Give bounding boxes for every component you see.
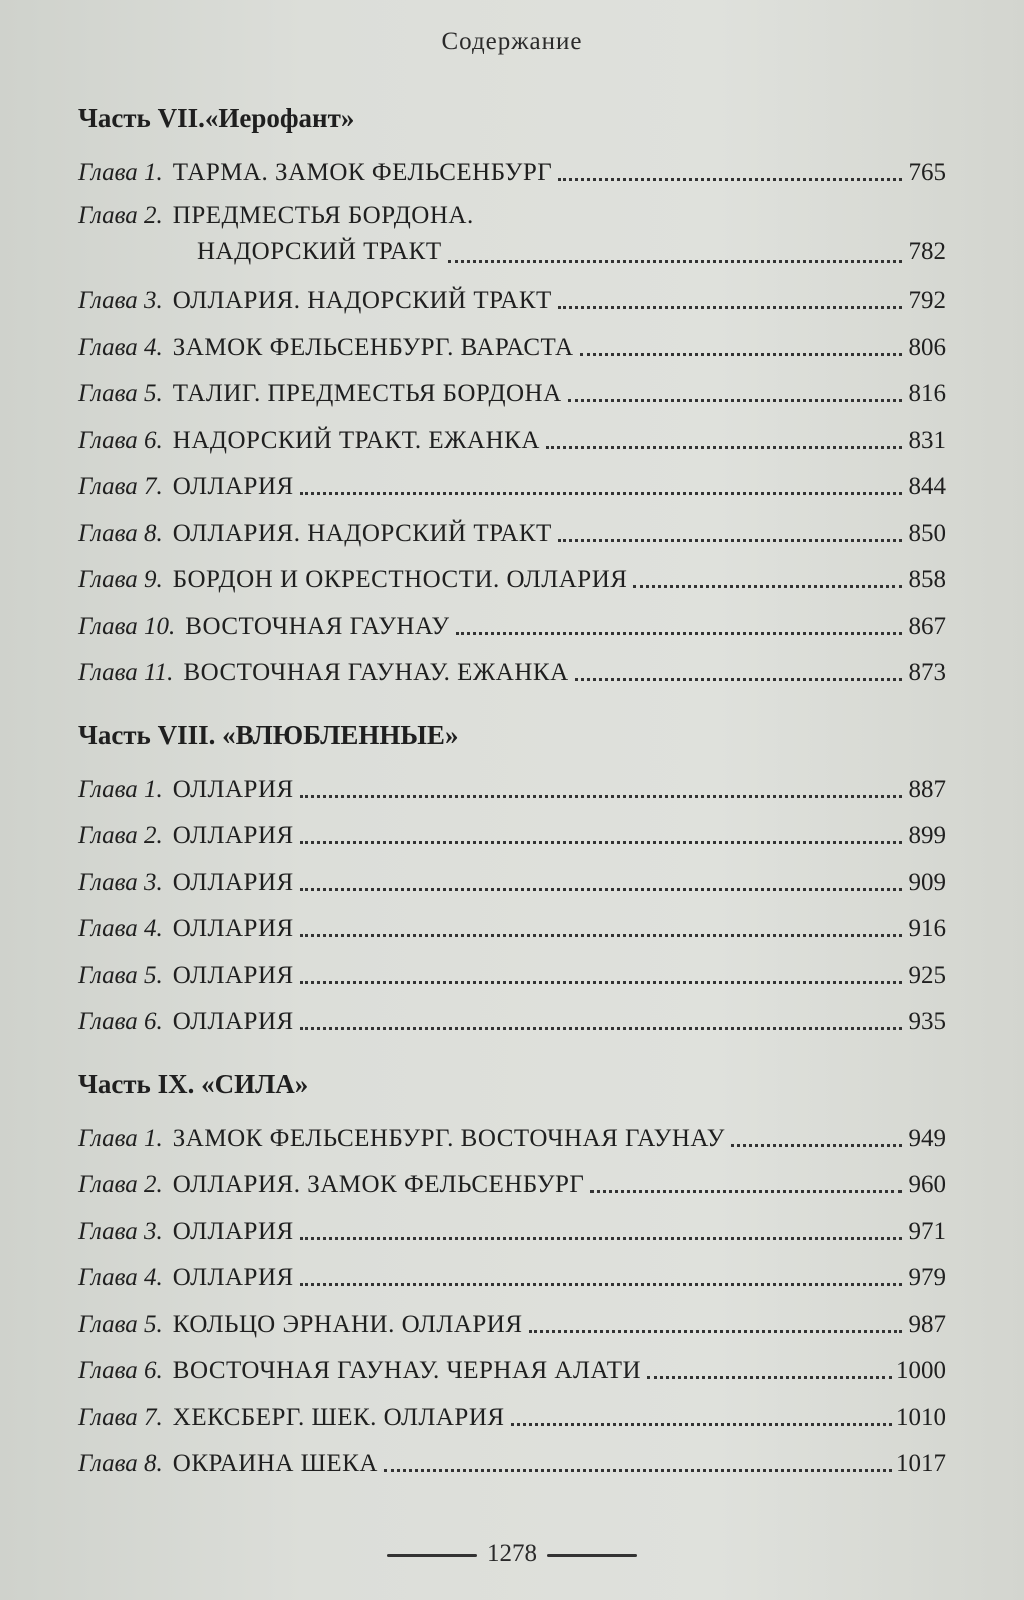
page-number: 971 <box>908 1217 946 1245</box>
page-number: 925 <box>908 961 946 989</box>
dot-leader <box>568 399 902 402</box>
chapter-label: Глава 6. <box>78 1008 163 1035</box>
page-number: 831 <box>908 426 946 454</box>
footer-page-number: 1278 <box>487 1540 537 1567</box>
page-number: 844 <box>908 473 946 500</box>
chapter-title: ЗАМОК ФЕЛЬСЕНБУРГ. ВОСТОЧНАЯ ГАУНАУ <box>172 1124 725 1152</box>
page-number: 850 <box>908 519 946 547</box>
page-number: 873 <box>908 659 946 686</box>
page-number: 858 <box>908 566 946 593</box>
toc-entry[interactable] <box>78 502 946 549</box>
chapter-title: ОЛЛАРИЯ <box>172 961 294 989</box>
chapter-label: Глава 4. <box>78 915 163 942</box>
chapter-title: ОЛЛАРИЯ. НАДОРСКИЙ ТРАКТ <box>172 519 552 547</box>
dot-leader <box>300 1283 902 1286</box>
part-heading: Часть IX. «СИЛА» <box>78 1069 309 1099</box>
toc-entry[interactable] <box>78 1340 946 1387</box>
chapter-label: Глава 5. <box>78 380 163 407</box>
page-header: Содержание <box>441 28 583 55</box>
chapter-title: НАДОРСКИЙ ТРАКТ. ЕЖАНКА <box>172 426 540 454</box>
dot-leader <box>590 1190 902 1193</box>
chapter-label: Глава 3. <box>78 287 163 314</box>
dot-leader <box>558 539 902 542</box>
footer-rule-right <box>547 1554 637 1557</box>
toc-entry[interactable] <box>78 363 946 410</box>
dot-leader <box>558 178 902 181</box>
chapter-title: ОЛЛАРИЯ <box>172 1217 294 1245</box>
chapter-label: Глава 4. <box>78 1264 163 1291</box>
page-number: 1010 <box>896 1403 946 1431</box>
page-number: 792 <box>908 287 946 314</box>
toc-entry[interactable] <box>78 642 946 689</box>
toc-entry[interactable] <box>78 1200 946 1247</box>
page-number: 765 <box>908 158 946 186</box>
toc-entry[interactable] <box>78 805 946 852</box>
toc-entry[interactable] <box>78 991 946 1038</box>
chapter-title: ВОСТОЧНАЯ ГАУНАУ <box>185 612 450 640</box>
page-number: 949 <box>908 1124 946 1152</box>
chapter-title: ОЛЛАРИЯ <box>172 868 294 896</box>
chapter-label: Глава 2. <box>78 201 163 229</box>
page-number: 887 <box>908 775 946 803</box>
page-number: 782 <box>908 237 946 265</box>
page-number: 916 <box>908 915 946 942</box>
dot-leader <box>300 1027 902 1030</box>
chapter-label: Глава 9. <box>78 566 163 593</box>
chapter-title: ОЛЛАРИЯ <box>172 775 294 803</box>
chapter-label: Глава 5. <box>78 1310 163 1338</box>
chapter-label: Глава 2. <box>78 822 163 849</box>
chapter-label: Глава 6. <box>78 1357 163 1384</box>
dot-leader <box>511 1423 892 1426</box>
toc-entry[interactable] <box>78 758 946 805</box>
dot-leader <box>647 1376 892 1379</box>
chapter-title: ТАРМА. ЗАМОК ФЕЛЬСЕНБУРГ <box>172 158 553 186</box>
toc-entry[interactable] <box>78 1247 946 1294</box>
dot-leader <box>633 585 902 588</box>
dot-leader <box>300 492 902 495</box>
dot-leader <box>546 446 902 449</box>
dot-leader <box>558 306 902 309</box>
chapter-title: ОЛЛАРИЯ <box>172 1008 294 1035</box>
toc-entry[interactable] <box>78 141 946 188</box>
page-number: 806 <box>908 333 946 361</box>
toc-entry[interactable] <box>78 1107 946 1154</box>
chapter-label: Глава 7. <box>78 1403 163 1431</box>
dot-leader <box>384 1469 892 1472</box>
toc-entry[interactable] <box>78 944 946 991</box>
chapter-label: Глава 6. <box>78 426 163 454</box>
page-number: 935 <box>908 1008 946 1035</box>
toc-entry[interactable] <box>78 898 946 945</box>
toc-entry[interactable] <box>78 270 946 317</box>
toc-entry[interactable] <box>78 549 946 596</box>
part-heading: Часть VII.«Иерофант» <box>78 103 355 133</box>
chapter-label: Глава 1. <box>78 775 163 803</box>
toc-entry[interactable] <box>78 1433 946 1480</box>
chapter-title: ЗАМОК ФЕЛЬСЕНБУРГ. ВАРАСТА <box>172 333 574 361</box>
chapter-title: ОЛЛАРИЯ. ЗАМОК ФЕЛЬСЕНБУРГ <box>172 1171 585 1198</box>
table-of-contents <box>78 95 946 1479</box>
chapter-title: БОРДОН И ОКРЕСТНОСТИ. ОЛЛАРИЯ <box>172 566 628 593</box>
page-number: 816 <box>908 380 946 407</box>
toc-entry[interactable] <box>78 595 946 642</box>
page-number: 1017 <box>896 1450 946 1477</box>
toc-entry[interactable] <box>78 316 946 363</box>
chapter-title: ОКРАИНА ШЕКА <box>172 1450 378 1477</box>
page-number: 987 <box>908 1310 946 1338</box>
dot-leader <box>300 934 902 937</box>
page-footer <box>0 1540 1024 1568</box>
chapter-label: Глава 3. <box>78 868 163 896</box>
chapter-title: ОЛЛАРИЯ <box>172 822 294 849</box>
dot-leader <box>529 1330 902 1333</box>
chapter-label: Глава 7. <box>78 473 163 500</box>
chapter-title-continued: НАДОРСКИЙ ТРАКТ <box>197 237 442 265</box>
dot-leader <box>731 1144 902 1147</box>
page-number: 909 <box>908 868 946 896</box>
page-number: 899 <box>908 822 946 849</box>
dot-leader <box>300 888 902 891</box>
chapter-title: ТАЛИГ. ПРЕДМЕСТЬЯ БОРДОНА <box>172 380 562 407</box>
page-number: 979 <box>908 1264 946 1291</box>
chapter-title: ОЛЛАРИЯ <box>172 915 294 942</box>
dot-leader <box>580 353 902 356</box>
toc-entry[interactable] <box>78 409 946 456</box>
chapter-title: КОЛЬЦО ЭРНАНИ. ОЛЛАРИЯ <box>172 1310 523 1338</box>
dot-leader <box>456 632 902 635</box>
chapter-label: Глава 3. <box>78 1217 163 1245</box>
chapter-title: ОЛЛАРИЯ. НАДОРСКИЙ ТРАКТ <box>172 287 552 314</box>
chapter-title: ВОСТОЧНАЯ ГАУНАУ. ЧЕРНАЯ АЛАТИ <box>172 1357 642 1384</box>
dot-leader <box>300 1237 902 1240</box>
page-number: 1000 <box>896 1357 946 1384</box>
chapter-title: ВОСТОЧНАЯ ГАУНАУ. ЕЖАНКА <box>183 659 569 686</box>
chapter-label: Глава 4. <box>78 333 163 361</box>
chapter-label: Глава 1. <box>78 158 163 186</box>
toc-entry[interactable] <box>78 188 946 270</box>
chapter-title: ХЕКСБЕРГ. ШЕК. ОЛЛАРИЯ <box>172 1403 505 1431</box>
chapter-label: Глава 2. <box>78 1171 163 1198</box>
toc-entry[interactable] <box>78 1293 946 1340</box>
chapter-title: ПРЕДМЕСТЬЯ БОРДОНА. <box>172 201 474 229</box>
part-spacer <box>78 688 946 712</box>
dot-leader <box>300 795 902 798</box>
chapter-label: Глава 8. <box>78 1450 163 1477</box>
chapter-label: Глава 10. <box>78 612 176 640</box>
page-number: 960 <box>908 1171 946 1198</box>
toc-entry[interactable] <box>78 456 946 503</box>
page-number: 867 <box>908 612 946 640</box>
dot-leader <box>300 981 902 984</box>
footer-rule-left <box>387 1554 477 1557</box>
part-spacer <box>78 1037 946 1061</box>
part-heading: Часть VIII. «ВЛЮБЛЕННЫЕ» <box>78 720 459 750</box>
chapter-title: ОЛЛАРИЯ <box>172 1264 294 1291</box>
chapter-label: Глава 5. <box>78 961 163 989</box>
toc-entry[interactable] <box>78 1154 946 1201</box>
dot-leader <box>300 841 902 844</box>
dot-leader <box>575 678 902 681</box>
dot-leader <box>448 260 902 263</box>
chapter-label: Глава 8. <box>78 519 163 547</box>
chapter-label: Глава 1. <box>78 1124 163 1152</box>
toc-entry[interactable] <box>78 1386 946 1433</box>
chapter-label: Глава 11. <box>78 659 174 686</box>
toc-entry[interactable] <box>78 851 946 898</box>
chapter-title: ОЛЛАРИЯ <box>172 473 294 500</box>
